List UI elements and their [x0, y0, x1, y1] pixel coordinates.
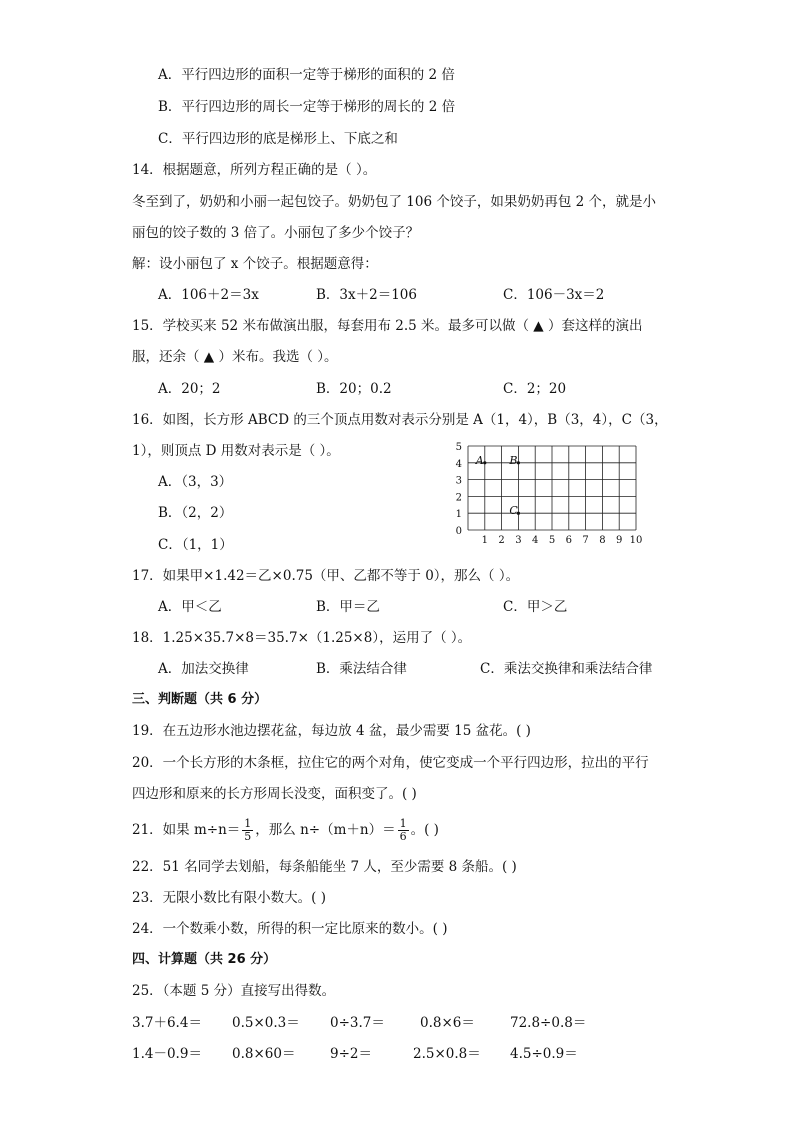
- q21-mid: ，那么 n÷（m＋n）＝: [255, 822, 396, 838]
- fraction-numerator: 1: [244, 817, 252, 830]
- q25-row-2-item-1: 1.4－0.9＝: [132, 1046, 202, 1062]
- fraction-one-sixth: [398, 818, 409, 843]
- q14-option-a: A．106＋2＝3x: [158, 287, 259, 303]
- q22: 22．51 名同学去划船，每条船能坐 7 人，至少需要 8 条船。( ): [132, 859, 517, 875]
- q25-row-2-item-4: 2.5×0.8＝: [413, 1046, 481, 1062]
- q25-stem: 25．（本题 5 分）直接写出得数。: [132, 983, 336, 999]
- section-judgment-heading: 三、判断题（共 6 分）: [132, 692, 268, 707]
- q15-option-c: C．2；20: [503, 381, 567, 397]
- q25-row-1-item-2: 0.5×0.3＝: [232, 1015, 300, 1031]
- q16-option-b: B．（2，2）: [158, 505, 233, 521]
- y-tick-label: 3: [455, 475, 462, 487]
- q13-option-b: B．平行四边形的周长一定等于梯形的周长的 2 倍: [158, 99, 456, 115]
- x-tick-label: 6: [565, 535, 572, 546]
- coordinate-grid-figure: [448, 438, 648, 552]
- point-label-a: A: [475, 453, 484, 467]
- x-tick-label: 7: [582, 535, 589, 546]
- q25-row-2-item-2: 0.8×60＝: [232, 1046, 296, 1062]
- q15-option-b: B．20；0.2: [316, 381, 392, 397]
- x-tick-label: 9: [616, 535, 623, 546]
- q23: 23．无限小数比有限小数大。( ): [132, 890, 327, 906]
- q25-row-1-item-4: 0.8×6＝: [420, 1015, 475, 1031]
- point-label-c: C: [509, 504, 518, 518]
- fraction-one-fifth: [242, 818, 253, 843]
- q15-stem-line-1: 15．学校买来 52 米布做演出服，每套用布 2.5 米。最多可以做（ ▲ ）套这样的演出: [132, 318, 643, 334]
- q21-post: 。( ): [410, 822, 439, 838]
- q15-stem-line-2: 服，还余（ ▲ ）米布。我选（ ）。: [132, 349, 338, 365]
- q18-option-c: C．乘法交换律和乘法结合律: [480, 661, 653, 677]
- q19: 19．在五边形水池边摆花盆，每边放 4 盆，最少需要 15 盆花。( ): [132, 723, 531, 739]
- q21-pre: 21．如果 m÷n＝: [132, 822, 241, 838]
- y-tick-label: 1: [455, 509, 462, 521]
- q20-line-1: 20．一个长方形的木条框，拉住它的两个对角，使它变成一个平行四边形，拉出的平行: [132, 755, 649, 771]
- y-tick-label: 0: [455, 526, 462, 537]
- x-tick-label: 2: [498, 535, 505, 546]
- q25-row-1-item-5: 72.8÷0.8＝: [510, 1015, 587, 1031]
- x-tick-label: 4: [532, 535, 539, 546]
- q24: 24．一个数乘小数，所得的积一定比原来的数小。( ): [132, 921, 448, 937]
- q18-option-a: A．加法交换律: [158, 661, 249, 677]
- q21: [132, 818, 439, 843]
- q17-option-a: A．甲＜乙: [158, 599, 222, 615]
- q18-stem: 18．1.25×35.7×8＝35.7×（1.25×8），运用了（ ）。: [132, 630, 472, 646]
- q14-stem: 14．根据题意，所列方程正确的是（ ）。: [132, 162, 377, 178]
- y-tick-label: 5: [455, 442, 462, 453]
- q16-option-a: A．（3，3）: [158, 474, 233, 490]
- q17-option-c: C．甲＞乙: [503, 599, 568, 615]
- q14-solution-line: 解：设小丽包了 x 个饺子。根据题意得：: [132, 256, 378, 272]
- q13-option-a: A．平行四边形的面积一定等于梯形的面积的 2 倍: [158, 67, 455, 83]
- x-tick-label: 10: [629, 535, 643, 546]
- q14-context-line-2: 丽包的饺子数的 3 倍了。小丽包了多少个饺子？: [132, 225, 420, 241]
- q25-row-2-item-3: 9÷2＝: [330, 1046, 372, 1062]
- y-tick-label: 2: [455, 492, 462, 504]
- x-tick-label: 8: [599, 535, 606, 546]
- fraction-denominator: 5: [244, 830, 252, 843]
- q15-option-a: A．20；2: [158, 381, 221, 397]
- q16-option-c: C．（1，1）: [158, 537, 233, 553]
- y-tick-label: 4: [455, 458, 462, 470]
- q16-stem-line-2: 1），则顶点 D 用数对表示是（ ）。: [132, 443, 340, 459]
- q17-option-b: B．甲＝乙: [316, 599, 380, 615]
- q14-option-c: C．106－3x＝2: [503, 287, 605, 303]
- x-tick-label: 3: [515, 535, 522, 546]
- x-tick-label: 1: [481, 535, 488, 546]
- q25-row-1-item-3: 0÷3.7＝: [330, 1015, 385, 1031]
- q14-context-line-1: 冬至到了，奶奶和小丽一起包饺子。奶奶包了 106 个饺子，如果奶奶再包 2 个，就是小: [132, 194, 657, 210]
- x-tick-label: 5: [548, 535, 556, 546]
- q17-stem: 17．如果甲×1.42＝乙×0.75（甲、乙都不等于 0），那么（ ）。: [132, 568, 520, 584]
- q20-line-2: 四边形和原来的长方形周长没变，面积变了。( ): [132, 786, 417, 802]
- section-calculation-heading: 四、计算题（共 26 分）: [132, 952, 277, 967]
- fraction-denominator: 6: [399, 830, 407, 843]
- q18-option-b: B．乘法结合律: [316, 661, 407, 677]
- q13-option-c: C．平行四边形的底是梯形上、下底之和: [158, 131, 398, 147]
- fraction-numerator: 1: [399, 817, 407, 830]
- q14-option-b: B．3x＋2＝106: [316, 287, 417, 303]
- q25-row-2-item-5: 4.5÷0.9＝: [510, 1046, 578, 1062]
- q25-row-1-item-1: 3.7＋6.4＝: [132, 1015, 202, 1031]
- q16-stem-line-1: 16．如图，长方形 ABCD 的三个顶点用数对表示分别是 A（1，4），B（3，4），C（3，: [132, 412, 668, 428]
- point-label-b: B: [509, 453, 518, 467]
- coordinate-grid: [448, 438, 648, 548]
